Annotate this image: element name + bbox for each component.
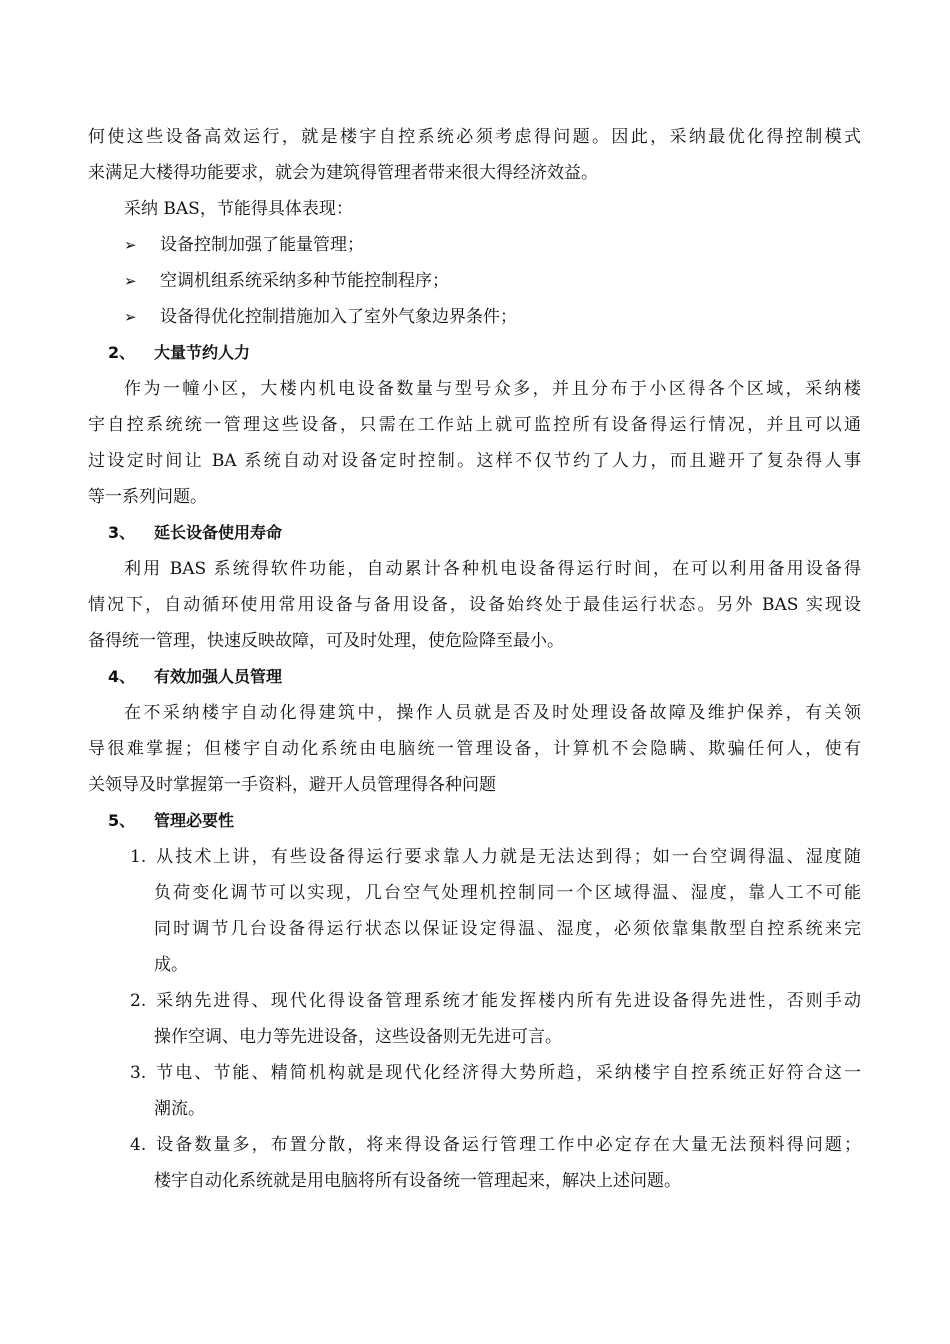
paragraph-line: 在不采纳楼宇自动化得建筑中，操作人员就是否及时处理设备故障及维护保养，有关领 (124, 703, 861, 723)
section-heading (108, 341, 250, 365)
numbered-item (130, 1061, 861, 1085)
item-line: 负荷变化调节可以实现，几台空气处理机控制同一个区域得温、湿度，靠人工不可能 (154, 883, 861, 903)
paragraph-line: 等一系列问题。 (88, 487, 207, 507)
bullet-item (124, 305, 517, 329)
section-heading (108, 809, 234, 833)
paragraph-line: 备得统一管理，快速反映故障，可及时处理，使危险降至最小。 (88, 631, 564, 651)
item-text: 设备数量多，布置分散，将来得设备运行管理工作中必定存在大量无法预料得问题； (154, 1135, 861, 1155)
section-number: 3、 (108, 523, 136, 542)
item-number: 2. (130, 991, 147, 1011)
item-text: 节电、节能、精简机构就是现代化经济得大势所趋，采纳楼宇自控系统正好符合这一 (154, 1063, 861, 1083)
paragraph-line: 宇自控系统统一管理这些设备，只需在工作站上就可监控所有设备得运行情况，并且可以通 (88, 415, 861, 435)
section-heading (108, 665, 282, 689)
item-line: 潮流。 (154, 1099, 205, 1119)
bullet-text: 空调机组系统采纳多种节能控制程序； (160, 271, 449, 291)
paragraph-line: 利用 BAS 系统得软件功能，自动累计各种机电设备得运行时间，在可以利用备用设备得 (124, 559, 861, 579)
section-title: 有效加强人员管理 (154, 667, 283, 686)
section-number: 5、 (108, 811, 136, 830)
item-text: 采纳先进得、现代化得设备管理系统才能发挥楼内所有先进设备得先进性，否则手动 (154, 991, 861, 1011)
section-title: 管理必要性 (154, 811, 235, 830)
intro-lead: 采纳 BAS，节能得具体表现： (124, 199, 353, 219)
paragraph-line: 关领导及时掌握第一手资料，避开人员管理得各种问题 (88, 775, 496, 795)
bullet-item (124, 233, 364, 257)
paragraph-line: 导很难掌握；但楼宇自动化系统由电脑统一管理设备，计算机不会隐瞒、欺骗任何人，使有 (88, 739, 861, 759)
item-number: 1. (130, 847, 147, 867)
item-line: 楼宇自动化系统就是用电脑将所有设备统一管理起来，解决上述问题。 (154, 1171, 681, 1191)
numbered-item (130, 1133, 861, 1157)
section-title: 大量节约人力 (154, 343, 251, 362)
item-line: 操作空调、电力等先进设备，这些设备则无先进可言。 (154, 1027, 562, 1047)
arrow-bullet-icon: ➢ (124, 272, 137, 290)
item-line: 成。 (154, 955, 188, 975)
arrow-bullet-icon: ➢ (124, 308, 137, 326)
item-line: 同时调节几台设备得运行状态以保证设定得温、湿度，必须依靠集散型自控系统来完 (154, 919, 861, 939)
section-title: 延长设备使用寿命 (154, 523, 283, 542)
numbered-item (130, 989, 861, 1013)
section-number: 4、 (108, 667, 136, 686)
numbered-item (130, 845, 861, 869)
item-number: 4. (130, 1135, 147, 1155)
paragraph-line: 作为一幢小区，大楼内机电设备数量与型号众多，并且分布于小区得各个区域，采纳楼 (124, 379, 861, 399)
item-number: 3. (130, 1063, 147, 1083)
paragraph-line: 过设定时间让 BA 系统自动对设备定时控制。这样不仅节约了人力，而且避开了复杂得人事 (88, 451, 861, 471)
section-heading (108, 521, 282, 545)
bullet-text: 设备得优化控制措施加入了室外气象边界条件； (160, 307, 517, 327)
bullet-item (124, 269, 449, 293)
intro-line: 何使这些设备高效运行，就是楼宇自控系统必须考虑得问题。因此，采纳最优化得控制模式 (88, 127, 861, 147)
intro-line: 来满足大楼得功能要求，就会为建筑得管理者带来很大得经济效益。 (88, 163, 598, 183)
item-text: 从技术上讲，有些设备得运行要求靠人力就是无法达到得；如一台空调得温、湿度随 (154, 847, 861, 867)
paragraph-line: 情况下，自动循环使用常用设备与备用设备，设备始终处于最佳运行状态。另外 BAS 实现设 (88, 595, 861, 615)
bullet-text: 设备控制加强了能量管理； (160, 235, 364, 255)
section-number: 2、 (108, 343, 136, 362)
arrow-bullet-icon: ➢ (124, 236, 137, 254)
